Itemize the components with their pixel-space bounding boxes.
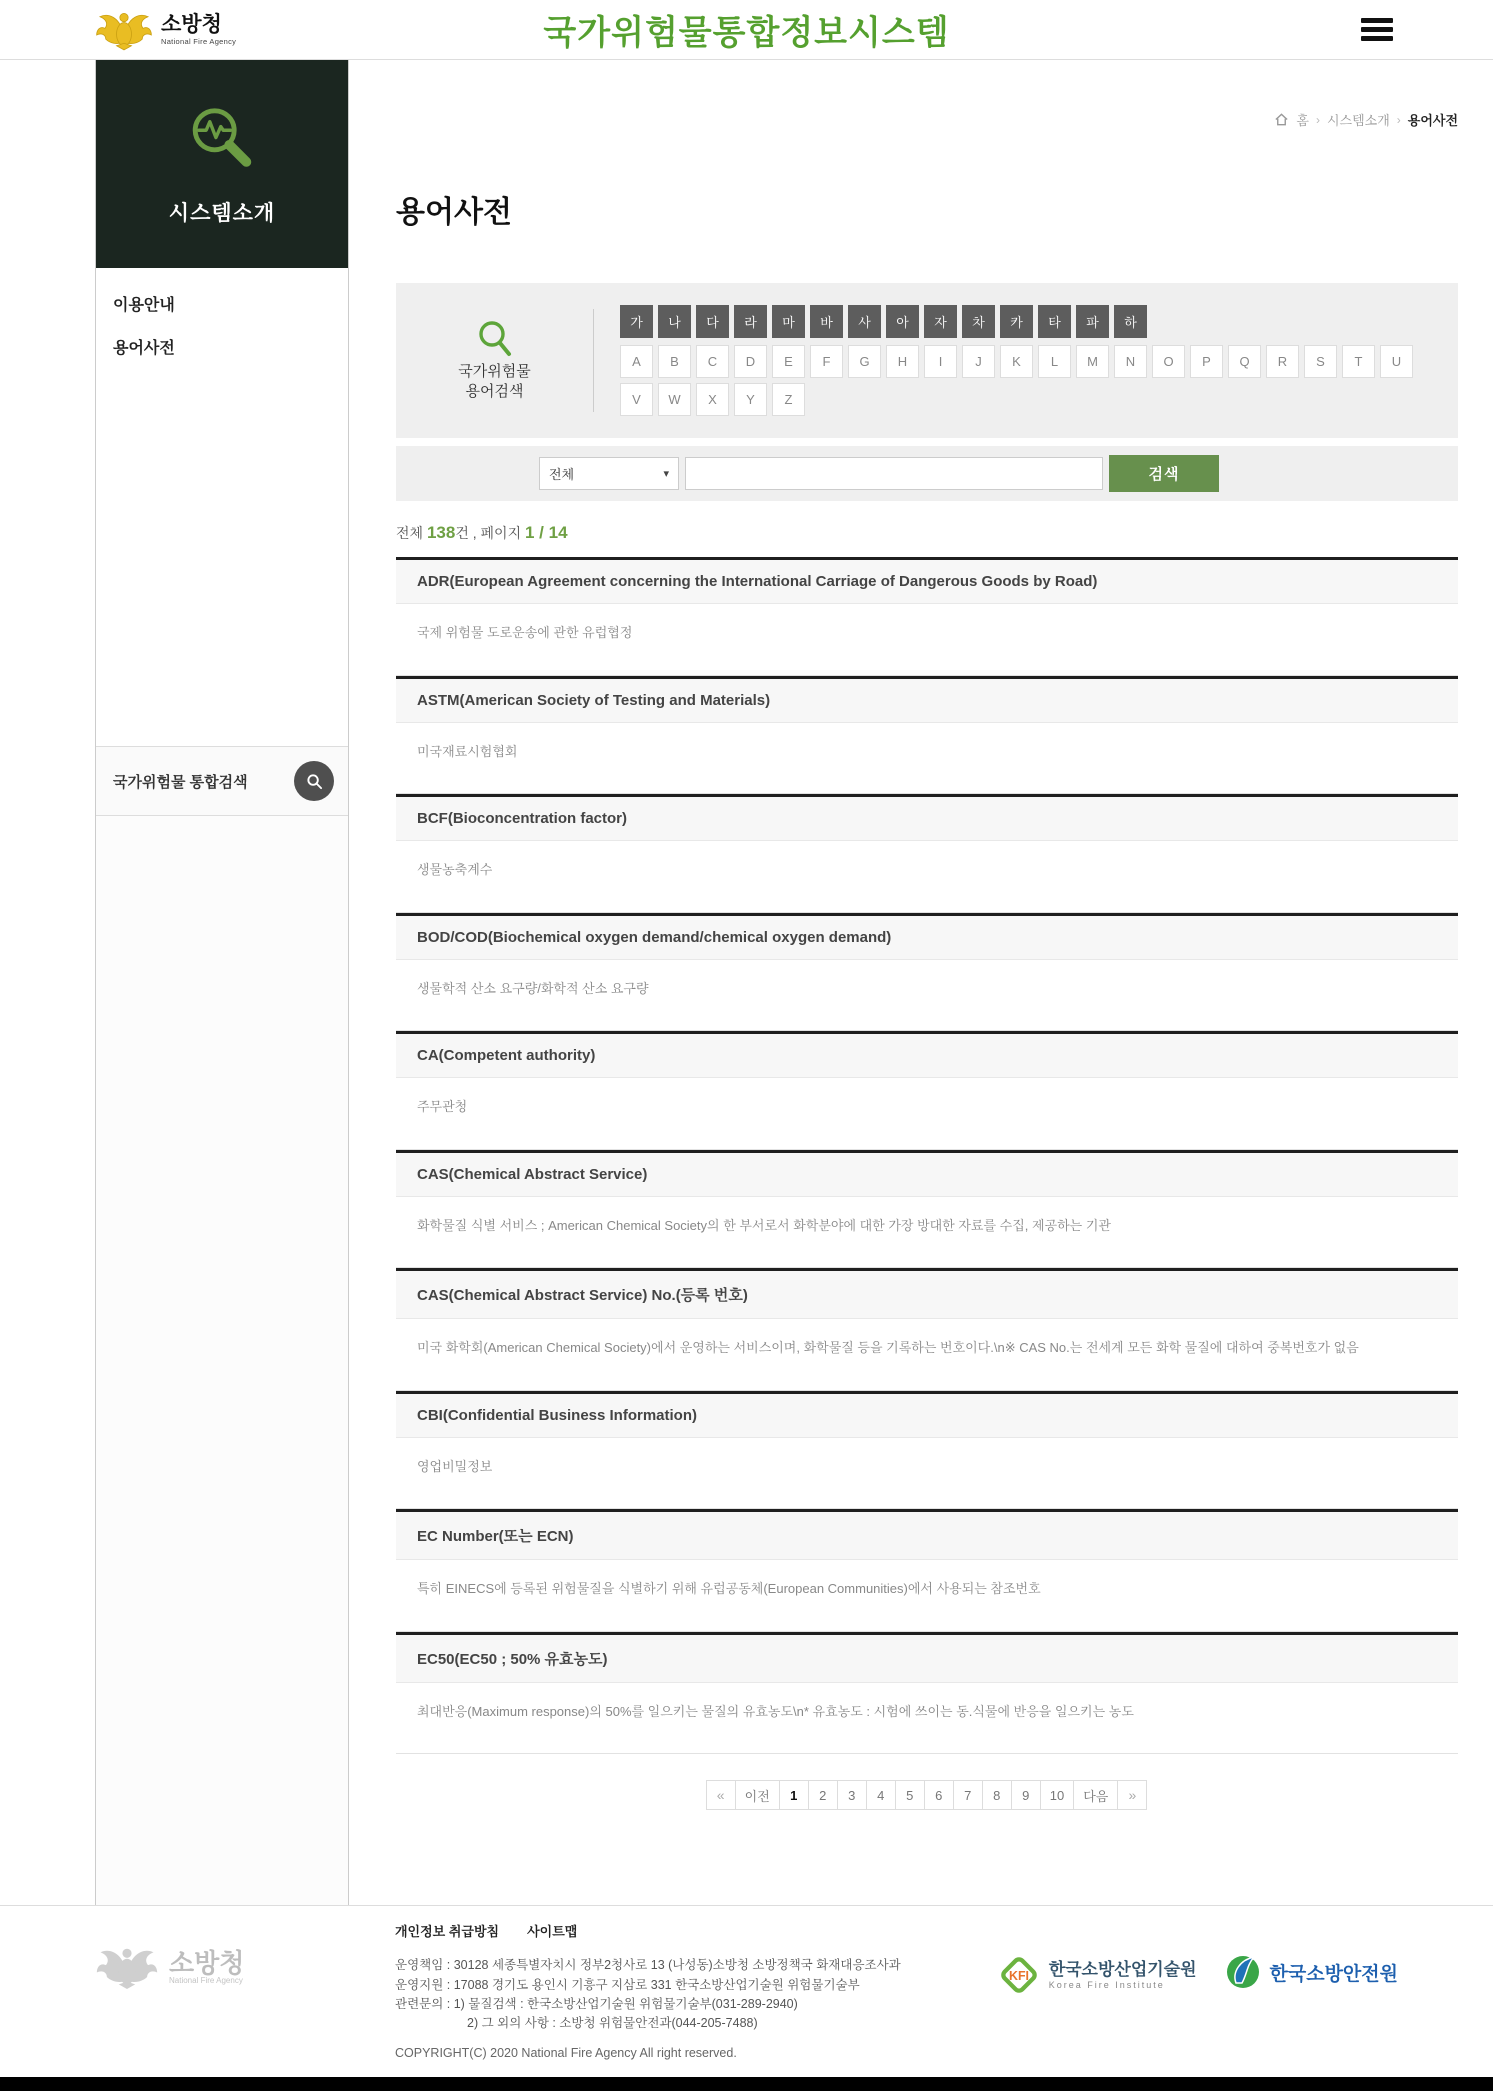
korean-key-button[interactable]: 다: [696, 305, 729, 338]
entry-title[interactable]: CAS(Chemical Abstract Service): [396, 1153, 1458, 1197]
kfsa-logo[interactable]: [1223, 1952, 1398, 1992]
kfi-subtitle: Korea Fire Institute: [1048, 1979, 1165, 1990]
footer-line4: 2) 그 외의 사항 : 소방청 위험물안전과(044-205-7488): [467, 2016, 758, 2031]
entry-title[interactable]: BCF(Bioconcentration factor): [396, 797, 1458, 841]
glossary-entry: [396, 1268, 1458, 1391]
sidebar-integrated-search[interactable]: [96, 746, 348, 816]
entry-description: 화학물질 식별 서비스 ; American Chemical Society의 한 부서로서 화학분야에 대한 가장 방대한 자료를 수집, 제공하는 기관: [417, 1217, 1111, 1233]
footer-partners: [996, 1922, 1398, 1998]
sidebar-menu-item[interactable]: 용어사전: [113, 340, 175, 357]
footer-line1: 운영책임 : 30128 세종특별자치시 정부2청사로 13 (나성동)소방청 소방정책국 화재대응조사과: [395, 1958, 901, 1973]
magnifier-pulse-icon: [183, 101, 261, 179]
glossary-entry: [396, 1509, 1458, 1632]
footer-info: [395, 1922, 982, 2063]
glossary-entry: [396, 676, 1458, 795]
pagination-next-button[interactable]: 다음: [1073, 1780, 1118, 1810]
entry-description: 생물농축계수: [417, 862, 493, 877]
kfsa-circle-icon: [1223, 1952, 1263, 1992]
footer-line3: 관련문의 : 1) 물질검색 : 한국소방산업기술원 위험물기술부(031-289-2940): [395, 1996, 798, 2011]
search-input[interactable]: [685, 457, 1103, 490]
breadcrumb-home[interactable]: 홈: [1296, 113, 1309, 128]
fire-agency-emblem-gray-icon: [95, 1944, 159, 1990]
home-icon: [1274, 112, 1289, 127]
glossary-search-panel: [396, 283, 1458, 438]
english-key-button[interactable]: G: [848, 345, 881, 378]
english-key-button[interactable]: Q: [1228, 345, 1261, 378]
korean-key-button[interactable]: 차: [962, 305, 995, 338]
glossary-entry: [396, 913, 1458, 1032]
sidebar-menu: [96, 268, 348, 378]
agency-logo[interactable]: [95, 9, 236, 51]
result-summary: [396, 523, 1458, 543]
breadcrumb-separator: ›: [1315, 112, 1320, 127]
entry-title[interactable]: CAS(Chemical Abstract Service) No.(등록 번호): [396, 1271, 1458, 1319]
breadcrumb: [396, 110, 1458, 129]
glossary-entry: [396, 794, 1458, 913]
pagination-page-button[interactable]: 6: [924, 1780, 954, 1810]
search-category-select[interactable]: [539, 457, 679, 490]
glossary-search-label: [422, 319, 567, 403]
english-key-button[interactable]: B: [658, 345, 691, 378]
kfi-name: 한국소방산업기술원: [1048, 1960, 1197, 1980]
entry-title[interactable]: ASTM(American Society of Testing and Materials): [396, 679, 1458, 723]
search-icon: [306, 773, 323, 790]
entry-description: 미국 화학회(American Chemical Society)에서 운영하는 서비스이며, 화학물질 등을 기록하는 번호이다.\n※ CAS No.는 전세계 모든 화학 물질에 대하여 중복번호가 없음: [417, 1340, 1359, 1355]
entry-description: 영업비밀정보: [417, 1458, 493, 1474]
korean-key-button[interactable]: 자: [924, 305, 957, 338]
english-key-button[interactable]: H: [886, 345, 919, 378]
search-icon: [475, 319, 515, 359]
glossary-search-label-line2: 용어검색: [465, 383, 524, 400]
footer-line2: 운영지원 : 17088 경기도 용인시 기흥구 지삼로 331 한국소방산업기술원 위험물기술부: [395, 1977, 860, 1992]
english-key-button[interactable]: O: [1152, 345, 1185, 378]
korean-key-button[interactable]: 사: [848, 305, 881, 338]
footer-copyright: COPYRIGHT(C) 2020 National Fire Agency All right reserved.: [395, 2045, 737, 2060]
korean-key-button[interactable]: 나: [658, 305, 691, 338]
korean-key-button[interactable]: 아: [886, 305, 919, 338]
pagination-page-button[interactable]: 7: [953, 1780, 983, 1810]
entry-title[interactable]: BOD/COD(Biochemical oxygen demand/chemical oxygen demand): [396, 916, 1458, 960]
english-key-button[interactable]: P: [1190, 345, 1223, 378]
entry-title[interactable]: ADR(European Agreement concerning the International Carriage of Dangerous Goods by Road): [396, 560, 1458, 604]
korean-key-button[interactable]: 바: [810, 305, 843, 338]
pagination-page-button[interactable]: 1: [779, 1780, 809, 1810]
entry-description: 미국재료시험협회: [417, 743, 518, 759]
integrated-search-label: 국가위험물 통합검색: [113, 773, 248, 791]
korean-key-list: [620, 305, 1432, 338]
entry-description: 특히 EINECS에 등록된 위험물질을 식별하기 위해 유럽공동체(European Communities)에서 사용되는 참조번호: [417, 1581, 1041, 1596]
english-key-button[interactable]: W: [658, 383, 691, 416]
korean-key-button[interactable]: 라: [734, 305, 767, 338]
sidebar-section-title: 시스템소개: [168, 202, 276, 225]
korean-key-button[interactable]: 하: [1114, 305, 1147, 338]
pagination-last-button[interactable]: »: [1117, 1780, 1147, 1810]
pagination-page-button[interactable]: 10: [1040, 1780, 1074, 1810]
kfsa-name: 한국소방안전원: [1269, 1963, 1398, 1985]
glossary-search-label-line1: 국가위험물: [458, 362, 531, 380]
korean-key-button[interactable]: 파: [1076, 305, 1109, 338]
english-key-button[interactable]: A: [620, 345, 653, 378]
chevron-down-icon: ▾: [663, 468, 669, 480]
result-total-label: 전체: [396, 525, 427, 541]
footer-agency-name: 소방청: [169, 1947, 245, 1978]
page-title: 용어사전: [396, 196, 512, 229]
search-category-value: 전체: [549, 467, 575, 482]
header: [0, 0, 1493, 60]
english-key-button[interactable]: C: [696, 345, 729, 378]
english-key-button[interactable]: D: [734, 345, 767, 378]
english-key-button[interactable]: S: [1304, 345, 1337, 378]
pagination-page-button[interactable]: 4: [866, 1780, 896, 1810]
entry-description: 최대반응(Maximum response)의 50%를 일으키는 물질의 유효농도\n* 유효농도 : 시험에 쓰이는 동.식물에 반응을 일으키는 농도: [417, 1703, 1134, 1719]
entry-description: 생물학적 산소 요구량/화학적 산소 요구량: [417, 980, 649, 996]
english-key-button[interactable]: E: [772, 345, 805, 378]
english-key-button[interactable]: M: [1076, 345, 1109, 378]
english-key-button[interactable]: T: [1342, 345, 1375, 378]
korean-key-button[interactable]: 마: [772, 305, 805, 338]
glossary-entry: [396, 1391, 1458, 1510]
english-key-button[interactable]: X: [696, 383, 729, 416]
breadcrumb-current: 용어사전: [1407, 113, 1458, 128]
kfi-diamond-icon: [996, 1952, 1042, 1998]
bottom-black-bar: [0, 2077, 1493, 2091]
entry-title[interactable]: CA(Competent authority): [396, 1034, 1458, 1078]
entry-description: 국제 위험물 도로운송에 관한 유럽협정: [417, 625, 633, 640]
pagination-page-button[interactable]: 2: [808, 1780, 838, 1810]
sidebar-filler: [96, 816, 348, 1905]
search-bar: [396, 446, 1458, 501]
svg-text:KFI: KFI: [1008, 1968, 1029, 1983]
english-key-button[interactable]: J: [962, 345, 995, 378]
breadcrumb-level1[interactable]: 시스템소개: [1326, 113, 1390, 128]
breadcrumb-separator: ›: [1396, 112, 1401, 127]
pagination-page-button[interactable]: 5: [895, 1780, 925, 1810]
hamburger-menu-icon[interactable]: [1361, 18, 1393, 45]
entry-title[interactable]: EC50(EC50 ; 50% 유효농도): [396, 1635, 1458, 1683]
result-total-count: 138: [426, 523, 456, 542]
result-page-info: 1 / 14: [524, 523, 568, 542]
agency-subtitle: National Fire Agency: [161, 36, 237, 46]
result-middle-text: 건 , 페이지: [455, 525, 525, 541]
footer-link[interactable]: 사이트맵: [527, 1924, 578, 1939]
glossary-entry: [396, 1031, 1458, 1150]
pagination-first-button[interactable]: «: [706, 1780, 736, 1810]
pagination-prev-button[interactable]: 이전: [735, 1780, 780, 1810]
sidebar-menu-item[interactable]: 이용안내: [113, 297, 175, 314]
sidebar-section-header: [96, 60, 348, 268]
integrated-search-button[interactable]: [294, 761, 334, 801]
site-title: 국가위험물통합정보시스템: [543, 14, 950, 52]
korean-key-button[interactable]: 가: [620, 305, 653, 338]
fire-agency-emblem-icon: [95, 9, 153, 51]
english-key-button[interactable]: R: [1266, 345, 1299, 378]
kfi-logo[interactable]: [996, 1952, 1197, 1998]
pagination: [396, 1780, 1458, 1810]
footer-link[interactable]: 개인정보 취급방침: [395, 1924, 500, 1939]
pagination-pages: [780, 1780, 1074, 1810]
korean-key-button[interactable]: 타: [1038, 305, 1071, 338]
korean-key-button[interactable]: 카: [1000, 305, 1033, 338]
sidebar: [95, 60, 349, 1905]
english-key-button[interactable]: F: [810, 345, 843, 378]
footer-links: [395, 1922, 982, 1942]
english-key-button[interactable]: N: [1114, 345, 1147, 378]
glossary-list: [396, 557, 1458, 1754]
english-key-button[interactable]: U: [1380, 345, 1413, 378]
main-content: [349, 60, 1493, 1905]
footer-agency-subtitle: National Fire Agency: [169, 1975, 243, 1985]
english-key-button[interactable]: V: [620, 383, 653, 416]
footer-agency-logo: [95, 1922, 395, 1990]
pagination-page-button[interactable]: 8: [982, 1780, 1012, 1810]
english-key-button[interactable]: I: [924, 345, 957, 378]
english-key-button[interactable]: Z: [772, 383, 805, 416]
english-key-button[interactable]: K: [1000, 345, 1033, 378]
english-key-list: [620, 345, 1432, 416]
english-key-button[interactable]: Y: [734, 383, 767, 416]
footer: [0, 1905, 1493, 2077]
entry-title[interactable]: CBI(Confidential Business Information): [396, 1394, 1458, 1438]
pagination-page-button[interactable]: 9: [1011, 1780, 1041, 1810]
entry-description: 주무관청: [417, 1099, 468, 1114]
glossary-entry: [396, 1632, 1458, 1755]
search-button[interactable]: 검색: [1109, 455, 1219, 492]
glossary-entry: [396, 557, 1458, 676]
glossary-entry: [396, 1150, 1458, 1269]
vertical-divider: [593, 309, 594, 412]
agency-name: 소방청: [161, 13, 222, 37]
pagination-page-button[interactable]: 3: [837, 1780, 867, 1810]
english-key-button[interactable]: L: [1038, 345, 1071, 378]
entry-title[interactable]: EC Number(또는 ECN): [396, 1512, 1458, 1560]
